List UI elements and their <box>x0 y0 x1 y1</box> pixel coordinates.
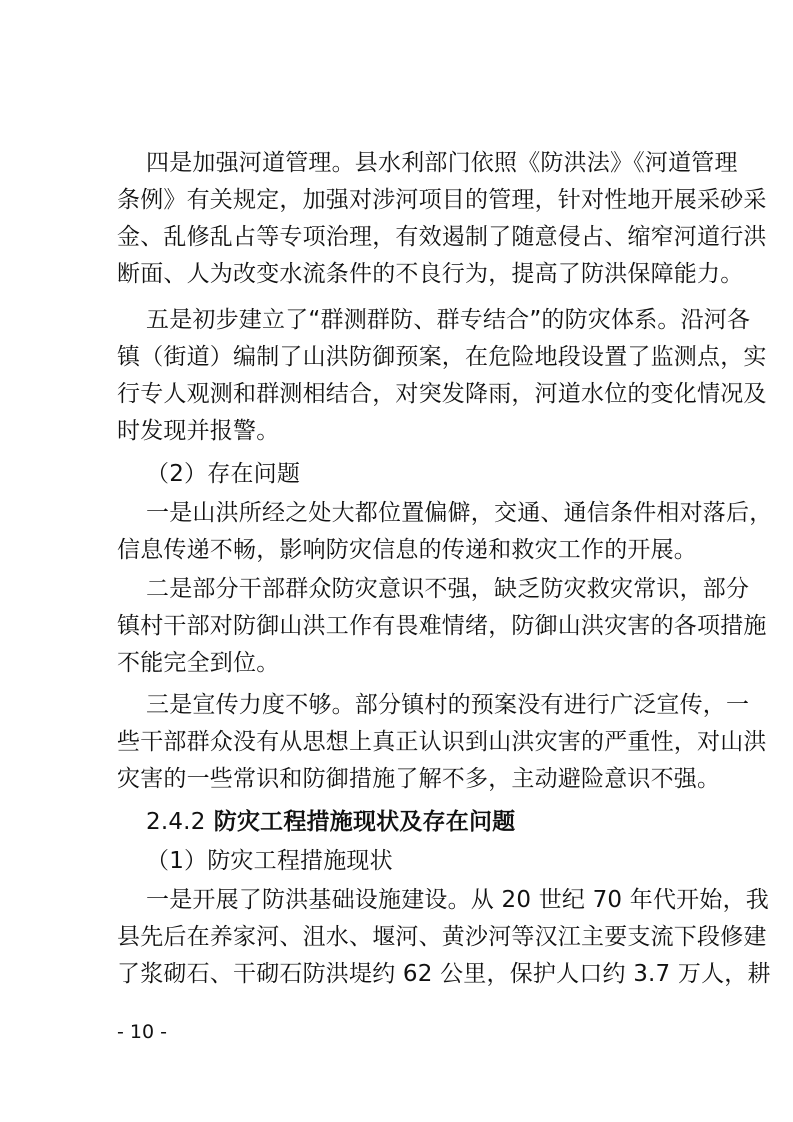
paragraph-line: 了浆砌石、干砌石防洪堤约 62 公里，保护人口约 3.7 万人，耕 <box>117 961 771 987</box>
paragraph-line: 四是加强河道管理。县水利部门依照《防洪法》《河道管理 <box>146 150 738 176</box>
section-heading <box>146 807 697 837</box>
paragraph-line: 镇（街道）编制了山洪防御预案，在危险地段设置了监测点，实 <box>117 344 767 370</box>
paragraph-line: 信息传递不畅，影响防灾信息的传递和救灾工作的开展。 <box>117 537 697 563</box>
subsection-label: （2）存在问题 <box>146 461 301 487</box>
paragraph-line: 时发现并报警。 <box>117 418 280 444</box>
paragraph-line: 县先后在养家河、沮水、堰河、黄沙河等汉江主要支流下段修建 <box>117 924 767 950</box>
subsection-label: （1）防灾工程措施现状 <box>146 848 393 874</box>
paragraph-line: 断面、人为改变水流条件的不良行为，提高了防洪保障能力。 <box>117 261 744 287</box>
section-number: 2.4.2 <box>146 809 206 835</box>
paragraph-line: 五是初步建立了“群测群防、群专结合”的防灾体系。沿河各 <box>146 307 751 333</box>
section-title: 防灾工程措施现状及存在问题 <box>213 809 516 835</box>
paragraph-line: 条例》有关规定，加强对涉河项目的管理，针对性地开展采砂采 <box>117 187 767 213</box>
paragraph-line: 不能完全到位。 <box>117 650 280 676</box>
paragraph-line: 一是开展了防洪基础设施建设。从 20 世纪 70 年代开始，我 <box>146 887 769 913</box>
paragraph-line: 三是宣传力度不够。部分镇村的预案没有进行广泛宣传，一 <box>146 692 750 718</box>
paragraph-line: 行专人观测和群测相结合，对突发降雨，河道水位的变化情况及 <box>117 381 767 407</box>
paragraph-line: 灾害的一些常识和防御措施了解不多，主动避险意识不强。 <box>117 766 721 792</box>
paragraph-line: 二是部分干部群众防灾意识不强，缺乏防灾救灾常识，部分 <box>146 576 750 602</box>
page-number: - 10 - <box>117 1021 167 1043</box>
paragraph-line: 镇村干部对防御山洪工作有畏难情绪，防御山洪灾害的各项措施 <box>117 613 767 639</box>
paragraph-line: 金、乱修乱占等专项治理，有效遏制了随意侵占、缩窄河道行洪 <box>117 224 767 250</box>
paragraph-line: 一是山洪所经之处大都位置偏僻，交通、通信条件相对落后， <box>146 500 773 526</box>
paragraph-line: 些干部群众没有从思想上真正认识到山洪灾害的严重性，对山洪 <box>117 729 767 755</box>
